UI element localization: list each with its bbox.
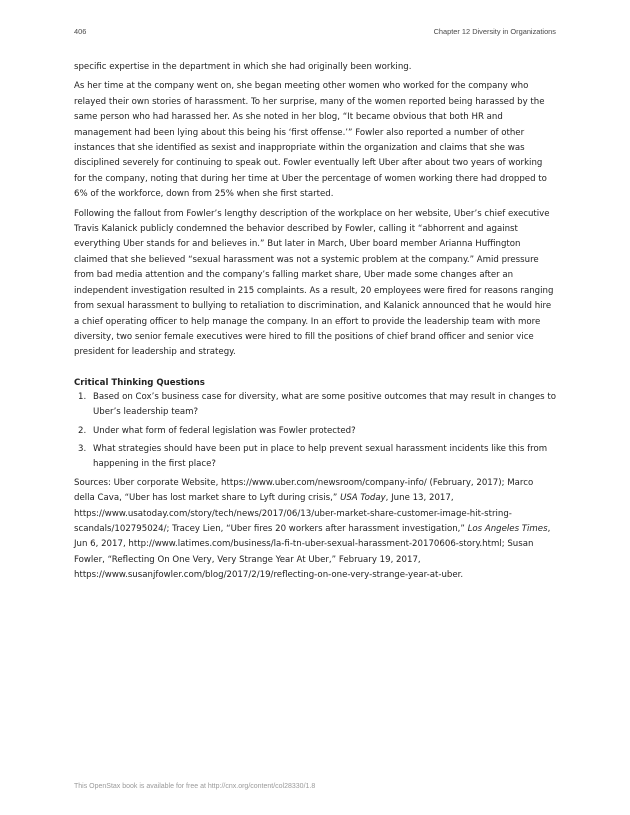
- paragraph-continuation: specific expertise in the department in which she had originally been working.: [74, 62, 412, 72]
- question-text: Under what form of federal legislation was Fowler protected?: [93, 425, 356, 436]
- page-footer: This OpenStax book is available for free at http://cnx.org/content/col28330/1.8: [74, 783, 316, 790]
- question-text: What strategies should have been put in place to help prevent sexual harassment incidents like this from happening in the first place?: [93, 443, 548, 470]
- paragraph-fallout: Following the fallout from Fowler’s lengthy description of the workplace on her website, Uber’s chief executive Travis Kalanick publicly condemned the behavior described by Fowler, calling it “abhorrent and against everything Uber stands for and believes in.” But later in March, Uber board member Arianna Huffington claimed that she believed “sexual harassment was not a systemic problem at the company.” Amid pressure from bad media attention and the company’s falling market share, Uber made some changes after an independent investigation resulted in 215 complaints. As a result, 20 employees were fired for reasons ranging from sexual harassment to bullying to retaliation to discrimination, and Kalanick announced that he would hire a chief operating officer to help manage the company. In an effort to provide the leadership team with more diversity, two senior female executives were hired to fill the positions of chief brand officer and senior vice president for leadership and strategy.: [74, 208, 554, 358]
- sources-text-part-3: , Jun 6, 2017, http://www.latimes.com/business/la-fi-tn-uber-sexual-harassment-20170606-story.html; Susan Fowler, “Reflecting On One Very, Very Strange Year At Uber,” February 19, 2017, https://www.susanjfowler.com/blog/2017/2/19/reflecting-on-one-very-strange-year-at-uber.: [74, 523, 551, 581]
- question-item: [74, 390, 556, 421]
- chapter-title: Chapter 12 Diversity in Organizations: [433, 27, 556, 36]
- page-number: 406: [74, 27, 87, 36]
- question-number: 2.: [78, 425, 87, 436]
- question-number: 1.: [78, 391, 87, 402]
- question-item: [74, 424, 556, 439]
- question-item: [74, 442, 556, 473]
- sources-paragraph: [74, 476, 556, 584]
- page-content: [74, 60, 556, 588]
- critical-thinking-heading: Critical Thinking Questions: [74, 377, 205, 388]
- source-publication-la-times: Los Angeles Times: [467, 523, 548, 534]
- paragraph-harassment-stories: As her time at the company went on, she began meeting other women who worked for the company who relayed their own stories of harassment. To her surprise, many of the women reported being harassed by the same person who had harassed her. As she noted in her blog, “It became obvious that both HR and management had been lying about this being his ‘first offense.’” Fowler also reported a number of other instances that she identified as sexist and inappropriate within the organization and claims that she was disciplined severely for continuing to speak out. Fowler eventually left Uber after about two years of working for the company, noting that during her time at Uber the percentage of women working there had dropped to 6% of the workforce, down from 25% when she first started.: [74, 81, 547, 200]
- sources-text-part-2: , June 13, 2017, https://www.usatoday.com/story/tech/news/2017/06/13/uber-market-share-customer-image-hit-string-scandals/102795024/; Tracey Lien, “Uber fires 20 workers after harassment investigation,”: [74, 493, 512, 534]
- question-text: Based on Cox’s business case for diversity, what are some positive outcomes that may result in changes to Uber’s leadership team?: [93, 391, 556, 418]
- sources-text-part-1: Sources: Uber corporate Website, https://www.uber.com/newsroom/company-info/ (February, 2017); Marco della Cava, “Uber has lost market share to Lyft during crisis,”: [74, 477, 534, 504]
- source-publication-usa-today: USA Today: [340, 493, 386, 504]
- page-header: [74, 27, 556, 39]
- question-number: 3.: [78, 443, 87, 454]
- question-list: [74, 390, 556, 473]
